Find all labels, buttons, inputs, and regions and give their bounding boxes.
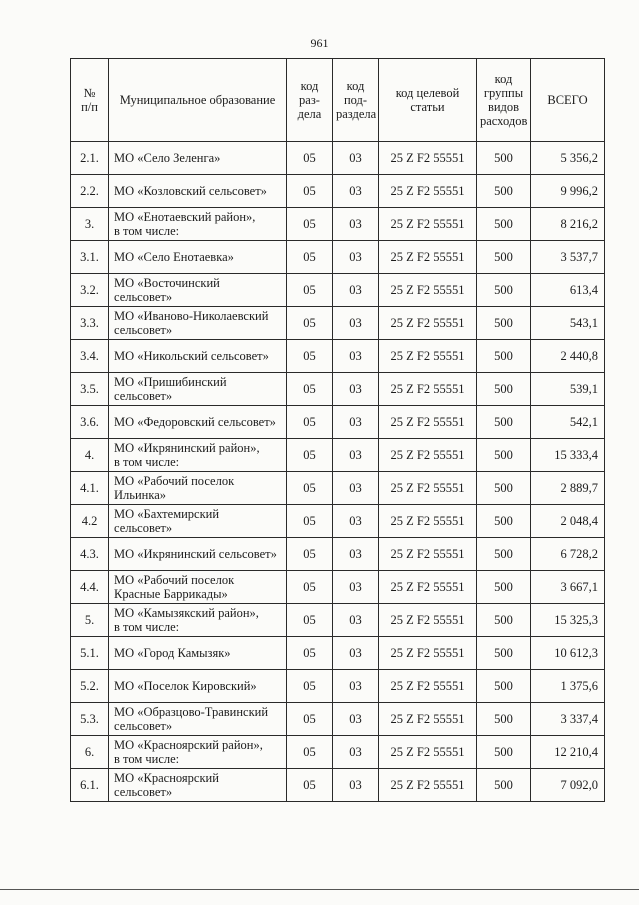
target-code: 25 Z F2 55551	[379, 340, 477, 373]
target-code: 25 Z F2 55551	[379, 142, 477, 175]
municipality-name-line: МО «Красноярский	[114, 771, 219, 785]
target-code: 25 Z F2 55551	[379, 637, 477, 670]
municipality-name-line: Ильинка»	[114, 488, 167, 502]
total-amount: 3 537,7	[531, 241, 605, 274]
target-code: 25 Z F2 55551	[379, 505, 477, 538]
expense-group-code: 500	[477, 637, 531, 670]
table-row	[71, 439, 605, 472]
municipality-name	[109, 373, 287, 406]
budget-table	[70, 58, 605, 802]
target-code: 25 Z F2 55551	[379, 373, 477, 406]
header-num: № п/п	[71, 59, 109, 142]
municipality-name-line: МО «Никольский сельсовет»	[114, 349, 269, 363]
subsection-code: 03	[333, 373, 379, 406]
table-body	[71, 142, 605, 802]
municipality-name	[109, 637, 287, 670]
subsection-code: 03	[333, 505, 379, 538]
expense-group-code: 500	[477, 703, 531, 736]
subsection-code: 03	[333, 736, 379, 769]
expense-group-code: 500	[477, 274, 531, 307]
municipality-name-line: МО «Образцово-Травинский	[114, 705, 269, 719]
subsection-code: 03	[333, 439, 379, 472]
table-row	[71, 175, 605, 208]
section-code: 05	[287, 736, 333, 769]
municipality-name-line: сельсовет»	[114, 785, 173, 799]
municipality-name-line: в том числе:	[114, 620, 180, 634]
target-code: 25 Z F2 55551	[379, 208, 477, 241]
section-code: 05	[287, 340, 333, 373]
expense-group-code: 500	[477, 769, 531, 802]
total-amount: 10 612,3	[531, 637, 605, 670]
municipality-name-line: МО «Поселок Кировский»	[114, 679, 257, 693]
page-bottom-rule	[0, 889, 639, 890]
page-number: 961	[310, 36, 329, 50]
total-amount: 542,1	[531, 406, 605, 439]
row-number: 5.	[71, 604, 109, 637]
expense-group-code: 500	[477, 505, 531, 538]
municipality-name	[109, 670, 287, 703]
municipality-name-line: сельсовет»	[114, 719, 173, 733]
expense-group-code: 500	[477, 142, 531, 175]
municipality-name	[109, 769, 287, 802]
municipality-name-line: МО «Город Камызяк»	[114, 646, 231, 660]
total-amount: 2 440,8	[531, 340, 605, 373]
municipality-name	[109, 340, 287, 373]
section-code: 05	[287, 142, 333, 175]
municipality-name	[109, 241, 287, 274]
municipality-name-line: сельсовет»	[114, 521, 173, 535]
target-code: 25 Z F2 55551	[379, 670, 477, 703]
section-code: 05	[287, 373, 333, 406]
total-amount: 5 356,2	[531, 142, 605, 175]
total-amount: 1 375,6	[531, 670, 605, 703]
expense-group-code: 500	[477, 373, 531, 406]
table-row	[71, 208, 605, 241]
row-number: 3.6.	[71, 406, 109, 439]
section-code: 05	[287, 241, 333, 274]
total-amount: 9 996,2	[531, 175, 605, 208]
target-code: 25 Z F2 55551	[379, 604, 477, 637]
table-row	[71, 241, 605, 274]
subsection-code: 03	[333, 307, 379, 340]
total-amount: 613,4	[531, 274, 605, 307]
section-code: 05	[287, 439, 333, 472]
target-code: 25 Z F2 55551	[379, 274, 477, 307]
municipality-name	[109, 175, 287, 208]
row-number: 3.1.	[71, 241, 109, 274]
expense-group-code: 500	[477, 406, 531, 439]
expense-group-code: 500	[477, 538, 531, 571]
expense-group-code: 500	[477, 571, 531, 604]
header-municipality: Муниципальное образование	[109, 59, 287, 142]
expense-group-code: 500	[477, 472, 531, 505]
municipality-name-line: сельсовет»	[114, 389, 173, 403]
municipality-name	[109, 472, 287, 505]
header-expense-group: код группы видов расходов	[477, 59, 531, 142]
table-row	[71, 274, 605, 307]
row-number: 3.4.	[71, 340, 109, 373]
subsection-code: 03	[333, 604, 379, 637]
municipality-name	[109, 406, 287, 439]
municipality-name-line: в том числе:	[114, 224, 180, 238]
municipality-name-line: в том числе:	[114, 752, 180, 766]
municipality-name-line: МО «Село Енотаевка»	[114, 250, 234, 264]
subsection-code: 03	[333, 340, 379, 373]
table-row	[71, 307, 605, 340]
expense-group-code: 500	[477, 340, 531, 373]
municipality-name	[109, 208, 287, 241]
total-amount: 15 325,3	[531, 604, 605, 637]
municipality-name-line: МО «Красноярский район»,	[114, 738, 263, 752]
table-row	[71, 505, 605, 538]
municipality-name-line: МО «Бахтемирский	[114, 507, 220, 521]
total-amount: 543,1	[531, 307, 605, 340]
expense-group-code: 500	[477, 307, 531, 340]
section-code: 05	[287, 274, 333, 307]
header-section: код раз- дела	[287, 59, 333, 142]
section-code: 05	[287, 208, 333, 241]
subsection-code: 03	[333, 142, 379, 175]
expense-group-code: 500	[477, 604, 531, 637]
expense-group-code: 500	[477, 439, 531, 472]
subsection-code: 03	[333, 571, 379, 604]
row-number: 6.	[71, 736, 109, 769]
table-row	[71, 142, 605, 175]
table-row	[71, 538, 605, 571]
total-amount: 2 048,4	[531, 505, 605, 538]
subsection-code: 03	[333, 208, 379, 241]
target-code: 25 Z F2 55551	[379, 307, 477, 340]
section-code: 05	[287, 307, 333, 340]
municipality-name-line: МО «Восточинский	[114, 276, 220, 290]
table-row	[71, 769, 605, 802]
section-code: 05	[287, 505, 333, 538]
section-code: 05	[287, 406, 333, 439]
municipality-name	[109, 604, 287, 637]
total-amount: 3 337,4	[531, 703, 605, 736]
total-amount: 12 210,4	[531, 736, 605, 769]
row-number: 6.1.	[71, 769, 109, 802]
table-row	[71, 571, 605, 604]
section-code: 05	[287, 769, 333, 802]
subsection-code: 03	[333, 175, 379, 208]
municipality-name-line: МО «Рабочий поселок	[114, 573, 235, 587]
target-code: 25 Z F2 55551	[379, 736, 477, 769]
table-row	[71, 406, 605, 439]
municipality-name	[109, 505, 287, 538]
target-code: 25 Z F2 55551	[379, 703, 477, 736]
table-row	[71, 472, 605, 505]
section-code: 05	[287, 538, 333, 571]
municipality-name-line: в том числе:	[114, 455, 180, 469]
target-code: 25 Z F2 55551	[379, 769, 477, 802]
row-number: 3.2.	[71, 274, 109, 307]
municipality-name-line: МО «Икрянинский район»,	[114, 441, 260, 455]
row-number: 2.1.	[71, 142, 109, 175]
municipality-name	[109, 307, 287, 340]
expense-group-code: 500	[477, 208, 531, 241]
municipality-name-line: МО «Пришибинский	[114, 375, 227, 389]
table-header-row	[71, 59, 605, 142]
row-number: 2.2.	[71, 175, 109, 208]
row-number: 4.2	[71, 505, 109, 538]
total-amount: 15 333,4	[531, 439, 605, 472]
municipality-name-line: МО «Иваново-Николаевский	[114, 309, 269, 323]
municipality-name-line: МО «Икрянинский сельсовет»	[114, 547, 277, 561]
header-subsection: код под- раздела	[333, 59, 379, 142]
total-amount: 539,1	[531, 373, 605, 406]
row-number: 3.5.	[71, 373, 109, 406]
total-amount: 2 889,7	[531, 472, 605, 505]
section-code: 05	[287, 604, 333, 637]
total-amount: 7 092,0	[531, 769, 605, 802]
subsection-code: 03	[333, 406, 379, 439]
header-total: ВСЕГО	[531, 59, 605, 142]
row-number: 4.	[71, 439, 109, 472]
section-code: 05	[287, 175, 333, 208]
municipality-name	[109, 703, 287, 736]
section-code: 05	[287, 670, 333, 703]
target-code: 25 Z F2 55551	[379, 406, 477, 439]
row-number: 5.1.	[71, 637, 109, 670]
total-amount: 3 667,1	[531, 571, 605, 604]
row-number: 5.2.	[71, 670, 109, 703]
subsection-code: 03	[333, 274, 379, 307]
target-code: 25 Z F2 55551	[379, 571, 477, 604]
expense-group-code: 500	[477, 670, 531, 703]
municipality-name	[109, 274, 287, 307]
subsection-code: 03	[333, 472, 379, 505]
target-code: 25 Z F2 55551	[379, 439, 477, 472]
expense-group-code: 500	[477, 736, 531, 769]
total-amount: 8 216,2	[531, 208, 605, 241]
table-row	[71, 373, 605, 406]
subsection-code: 03	[333, 241, 379, 274]
municipality-name-line: МО «Енотаевский район»,	[114, 210, 256, 224]
target-code: 25 Z F2 55551	[379, 538, 477, 571]
target-code: 25 Z F2 55551	[379, 241, 477, 274]
municipality-name	[109, 736, 287, 769]
municipality-name-line: сельсовет»	[114, 290, 173, 304]
table-row	[71, 340, 605, 373]
expense-group-code: 500	[477, 241, 531, 274]
subsection-code: 03	[333, 703, 379, 736]
total-amount: 6 728,2	[531, 538, 605, 571]
subsection-code: 03	[333, 670, 379, 703]
row-number: 4.4.	[71, 571, 109, 604]
table-row	[71, 604, 605, 637]
section-code: 05	[287, 703, 333, 736]
section-code: 05	[287, 571, 333, 604]
table-row	[71, 736, 605, 769]
table-row	[71, 637, 605, 670]
municipality-name-line: МО «Камызякский район»,	[114, 606, 259, 620]
municipality-name	[109, 142, 287, 175]
subsection-code: 03	[333, 538, 379, 571]
municipality-name	[109, 538, 287, 571]
row-number: 3.3.	[71, 307, 109, 340]
municipality-name	[109, 439, 287, 472]
municipality-name-line: МО «Село Зеленга»	[114, 151, 221, 165]
row-number: 4.3.	[71, 538, 109, 571]
municipality-name-line: МО «Козловский сельсовет»	[114, 184, 267, 198]
municipality-name	[109, 571, 287, 604]
municipality-name-line: МО «Рабочий поселок	[114, 474, 235, 488]
table-row	[71, 703, 605, 736]
municipality-name-line: Красные Баррикады»	[114, 587, 228, 601]
target-code: 25 Z F2 55551	[379, 175, 477, 208]
section-code: 05	[287, 472, 333, 505]
target-code: 25 Z F2 55551	[379, 472, 477, 505]
expense-group-code: 500	[477, 175, 531, 208]
subsection-code: 03	[333, 637, 379, 670]
section-code: 05	[287, 637, 333, 670]
header-target: код целевой статьи	[379, 59, 477, 142]
municipality-name-line: сельсовет»	[114, 323, 173, 337]
row-number: 5.3.	[71, 703, 109, 736]
row-number: 4.1.	[71, 472, 109, 505]
row-number: 3.	[71, 208, 109, 241]
table-row	[71, 670, 605, 703]
municipality-name-line: МО «Федоровский сельсовет»	[114, 415, 276, 429]
subsection-code: 03	[333, 769, 379, 802]
